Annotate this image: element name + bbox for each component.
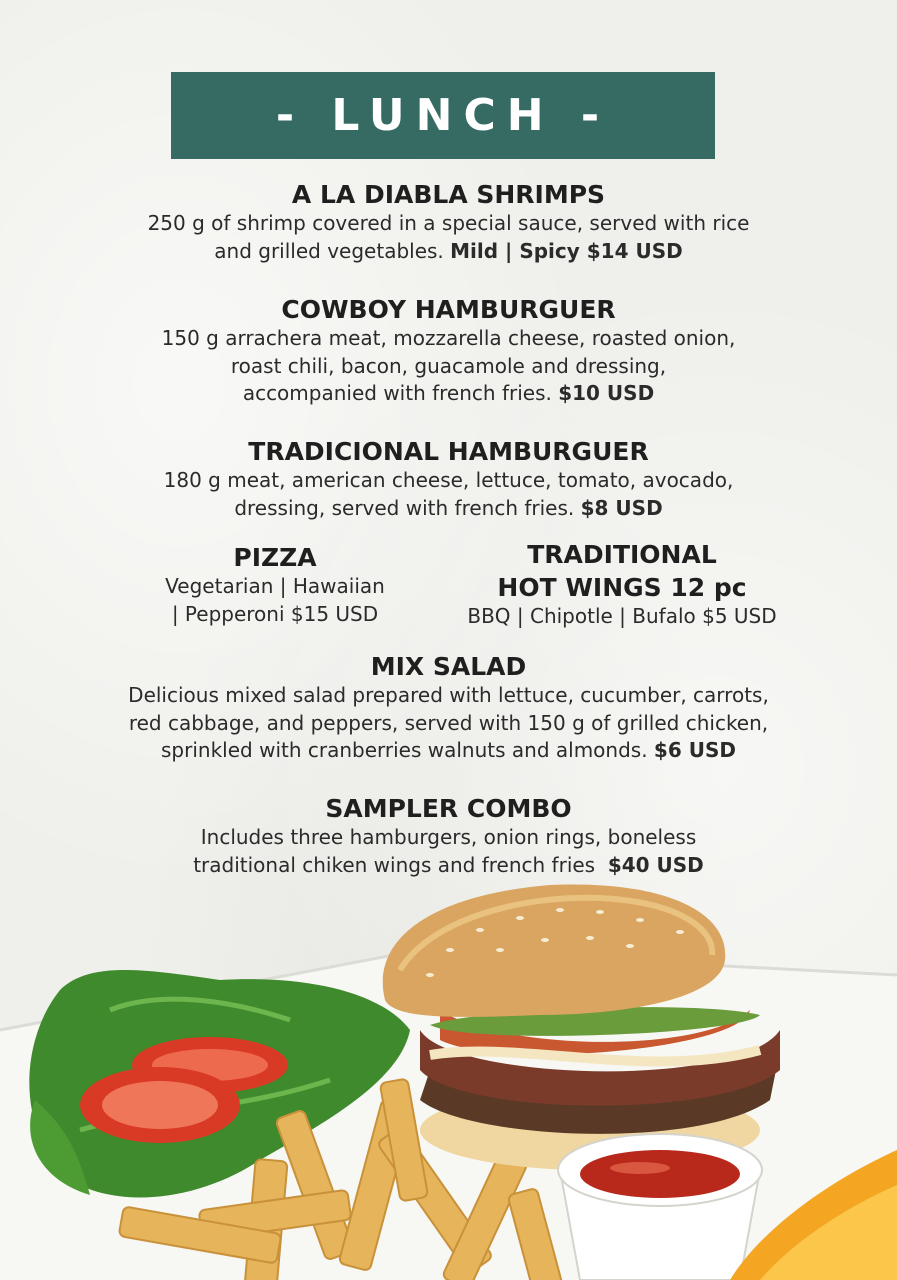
lunch-banner xyxy=(171,72,715,159)
banner-title: - LUNCH - xyxy=(275,90,611,141)
burger-plate-photo xyxy=(0,880,897,1280)
item-desc-line: | Pepperoni $15 USD xyxy=(171,601,379,626)
item-price: $10 USD xyxy=(558,381,655,405)
item-desc-text: dressing, served with french fries. xyxy=(234,495,575,520)
item-title: COWBOY HAMBURGUER xyxy=(281,295,616,324)
item-title: TRADITIONAL xyxy=(527,540,717,569)
item-title: SAMPLER COMBO xyxy=(325,794,572,823)
item-desc-line xyxy=(0,852,897,880)
item-title: A LA DIABLA SHRIMPS xyxy=(291,180,606,209)
item-desc-text: accompanied with french fries. xyxy=(242,381,552,405)
item-desc-line: BBQ | Chipotle | Bufalo $5 USD xyxy=(467,604,777,628)
menu-item-cowboy-hamburguer xyxy=(0,295,897,408)
item-desc-line xyxy=(0,380,897,408)
item-desc-line: 180 g meat, american cheese, lettuce, tomato, avocado, xyxy=(163,468,734,492)
item-title: TRADICIONAL HAMBURGUER xyxy=(248,437,649,466)
item-desc-line xyxy=(0,737,897,765)
menu-item-sampler-combo xyxy=(0,794,897,879)
item-desc-text: traditional chiken wings and french fries xyxy=(193,852,596,877)
menu-item-mix-salad xyxy=(0,652,897,765)
item-desc-text: and grilled vegetables. xyxy=(214,238,444,263)
item-desc-line xyxy=(0,238,897,266)
item-desc-line: 250 g of shrimp covered in a special sauce, served with rice xyxy=(147,211,750,235)
item-desc-line xyxy=(0,495,897,523)
item-desc-line: Vegetarian | Hawaiian xyxy=(165,574,385,598)
item-price: $6 USD xyxy=(653,738,736,762)
hamburger xyxy=(383,884,780,1170)
sauce-cup xyxy=(558,1134,762,1280)
item-desc-text: sprinkled with cranberries walnuts and almonds. xyxy=(161,738,648,762)
item-title: MIX SALAD xyxy=(370,652,527,681)
menu-item-shrimps xyxy=(0,180,897,265)
item-title: HOT WINGS 12 pc xyxy=(497,573,747,602)
item-desc-line: roast chili, bacon, guacamole and dressing, xyxy=(230,353,667,378)
item-title: PIZZA xyxy=(233,543,317,572)
item-price: $40 USD xyxy=(607,852,704,877)
menu-item-tradicional-hamburguer xyxy=(0,437,897,522)
item-price: $8 USD xyxy=(580,495,663,520)
item-desc-line: red cabbage, and peppers, served with 150 g of grilled chicken, xyxy=(128,710,769,735)
item-price: Mild | Spicy $14 USD xyxy=(450,238,683,263)
menu-item-pizza xyxy=(125,543,425,628)
item-desc-line: 150 g arrachera meat, mozzarella cheese, roasted onion, xyxy=(161,326,736,350)
menu-item-hot-wings xyxy=(432,540,812,631)
item-desc-line: Delicious mixed salad prepared with lettuce, cucumber, carrots, xyxy=(128,683,769,707)
item-desc-line: Includes three hamburgers, onion rings, boneless xyxy=(200,825,697,849)
